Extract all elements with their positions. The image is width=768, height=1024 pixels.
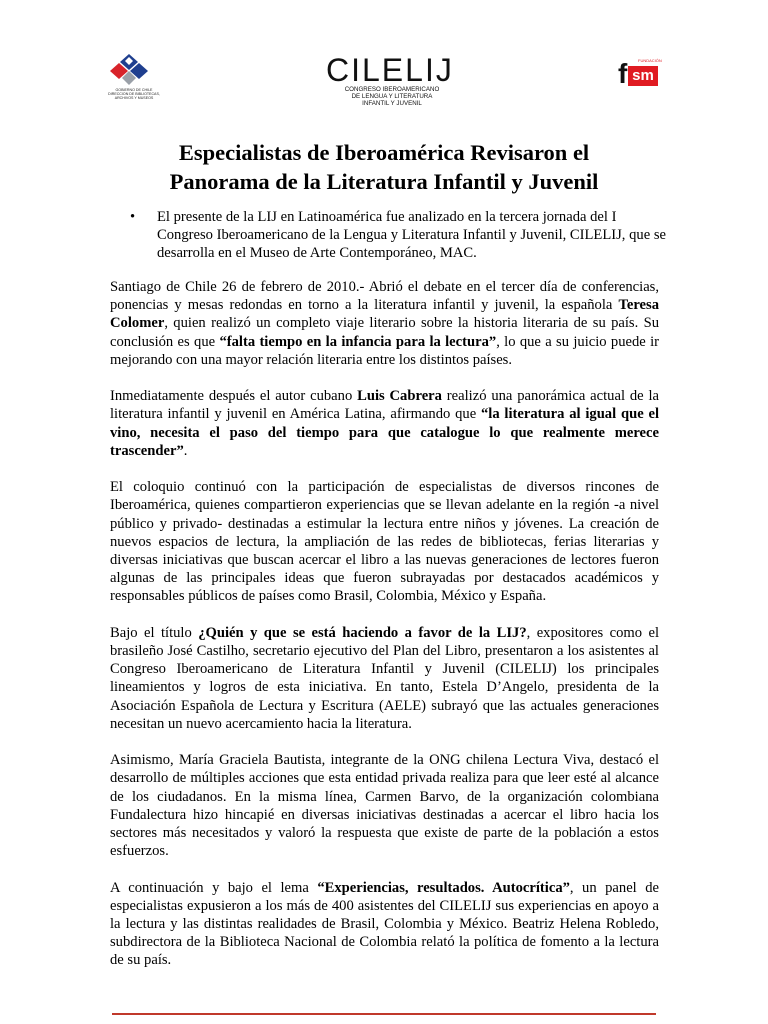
chile-emblem-icon — [104, 52, 154, 88]
paragraph-6 — [110, 879, 659, 970]
bullet-text: El presente de la LIJ en Latinoamérica fue analizado en la tercera jornada del I Congreso Iberoamericano de la Lengua y Literatura Infantil y Juvenil, CILELIJ, que se desarrolla en el Museo de Arte Contemporáneo, MAC. — [157, 209, 666, 262]
p2-bold-name: Luis Cabrera — [357, 388, 442, 405]
fundacion-label: FUNDACIÓN — [638, 58, 662, 63]
p6-text-c: , un panel de especialistas expusieron a los más de 400 asistentes del CILELIJ sus experiencias en apoyo a la lectura y las distintas realidades de Brasil, Colombia y México. Beatriz Helena Robledo, subdirectora de la Biblioteca Nacional de Colombia relató la política de fomento a la lectura de su país. — [110, 879, 659, 969]
paragraph-3: El coloquio continuó con la participación de especialistas de diversos rincones de Iberoamérica, quienes compartieron experiencias que se llevan adelante en la región -a nivel público y privado- destinadas a estimular la lectura entre niños y jóvenes. La creación de nuevos espacios de lectura, la ampliación de las redes de bibliotecas, ferias literarias y diversas iniciativas que buscan acercar el libro a las nuevas generaciones de lectores fueron algunas de las principales ideas que fueron subrayadas por destacados académicos y responsables públicos de países como Brasil, Colombia, México y España. — [110, 479, 659, 605]
footer-divider — [112, 1013, 656, 1015]
logo-left-line-3: ARCHIVOS Y MUSEOS — [114, 96, 154, 100]
p4-text-c: , expositores como el brasileño José Castilho, secretario ejecutivo del Plan del Libro, presentaron a los asistentes al Congreso Iberoamericano de Literatura Infantil y Juvenil (CILELIJ) los principales lineamientos y logros de esta iniciativa. En tanto, Estela D’Angelo, presidenta de la Asociación Española de Lectura y Escritura (AELE) subrayó que las actuales generaciones necesitan un nuevo acercamiento hacia la literatura. — [110, 624, 659, 732]
p1-bold-quote: “falta tiempo en la infancia para la lectura” — [219, 333, 497, 350]
cilelij-wordmark: CILELIJ — [326, 52, 454, 88]
paragraph-4 — [110, 624, 659, 733]
summary-bullet — [130, 208, 670, 263]
document-header — [0, 0, 768, 120]
gobierno-de-chile-logo — [104, 52, 160, 107]
gobierno-de-chile-caption — [104, 88, 164, 100]
p6-bold-motto: “Experiencias, resultados. Autocrítica” — [317, 879, 570, 896]
p2-text-e: . — [183, 442, 188, 459]
article-body — [110, 278, 659, 988]
p1-text-c: , quien realizó un completo viaje literario sobre la historia literaria de su país. Su conclusión es que — [110, 315, 659, 350]
paragraph-5: Asimismo, María Graciela Bautista, integrante de la ONG chilena Lectura Viva, destacó el desarrollo de múltiples acciones que esta entidad privada realiza para que leer esté al alcance de los ciudadanos. En la misma línea, Carmen Barvo, de la organización colombiana Fundalectura hizo hincapié en diversas iniciativas destinadas a acercar el libro hacia los sectores más necesitados y valoró la respuesta que existe de parte de la población a estos esfuerzos. — [110, 752, 659, 860]
cilelij-logo — [318, 48, 463, 110]
page-title — [100, 138, 668, 196]
cilelij-caption-line-1: CONGRESO IBEROAMERICANO — [344, 86, 440, 93]
cilelij-caption-line-3: INFANTIL Y JUVENIL — [362, 100, 422, 107]
p2-text-a: Inmediatamente después el autor cubano — [110, 388, 358, 405]
fundacion-letter: f — [618, 58, 628, 89]
p2-text-c: realizó una panorámica actual de la literatura infantil y juvenil en América Latina, afirmando que — [110, 388, 659, 423]
p2-bold-quote: “la literatura al igual que el vino, necesita el paso del tiempo para que catalogue lo que realmente merece trascender” — [110, 406, 659, 459]
cilelij-caption — [334, 86, 450, 107]
sm-badge: sm — [628, 66, 658, 86]
paragraph-2 — [110, 387, 659, 460]
cilelij-caption-line-2: DE LENGUA Y LITERATURA — [351, 93, 433, 100]
logo-left-line-1: GOBIERNO DE CHILE — [115, 88, 153, 92]
p6-text-a: A continuación y bajo el lema — [110, 879, 318, 896]
title-line-2: Panorama de la Literatura Infantil y Juvenil — [169, 169, 599, 194]
p1-bold-name: Teresa Colomer — [110, 297, 659, 332]
logo-left-line-2: DIRECCION DE BIBLIOTECAS, — [108, 92, 160, 96]
p1-text-a: Santiago de Chile 26 de febrero de 2010.- Abrió el debate en el tercer día de conferencias, ponencias y mesas redondas en torno a la literatura infantil y juvenil, la española — [110, 279, 659, 314]
paragraph-1 — [110, 278, 659, 369]
bullet-icon: • — [130, 209, 136, 225]
p4-bold-title: ¿Quién y que se está haciendo a favor de la LIJ? — [198, 624, 527, 641]
fundacion-sm-logo — [618, 54, 660, 94]
title-line-1: Especialistas de Iberoamérica Revisaron el — [178, 140, 590, 165]
p1-text-e: , lo que a su juicio puede ir mejorando con una mayor relación literaria entre los distintos países. — [110, 333, 660, 368]
p4-text-a: Bajo el título — [110, 624, 199, 641]
